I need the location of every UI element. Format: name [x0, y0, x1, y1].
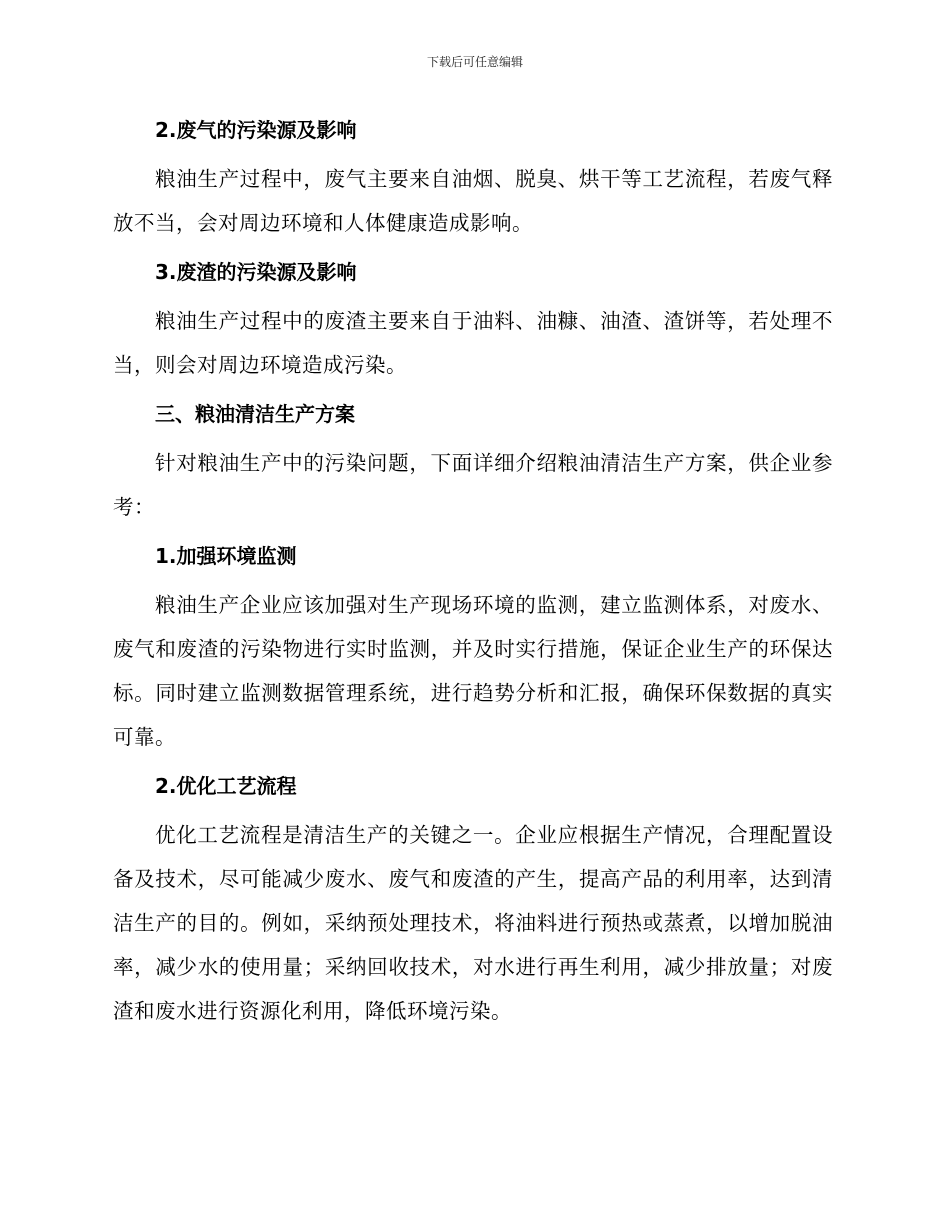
- section-heading-exhaust-gas: 2.废气的污染源及影响: [155, 118, 357, 142]
- section-heading-environment-monitoring: 1.加强环境监测: [155, 544, 297, 568]
- section-heading-process-optimization: 2.优化工艺流程: [155, 774, 297, 798]
- page-header: 下载后可任意编辑: [426, 55, 523, 69]
- section-paragraph-process-optimization: 优化工艺流程是清洁生产的关键之一。企业应根据生产情况，合理配置设备及技术，尽可能减少废水、废气和废渣的产生，提高产品的利用率，达到清洁生产的目的。例如，采纳预处理技术，将油料进行预热或蒸煮，以增加脱油率，减少水的使用量；采纳回收技术，对水进行再生利用，减少排放量；对废渣和废水进行资源化利用，降低环境污染。: [113, 823, 833, 1023]
- section-heading-waste-residue: 3.废渣的污染源及影响: [155, 260, 357, 284]
- document-body: [113, 113, 833, 1033]
- section-paragraph-clean-production-plan: 针对粮油生产中的污染问题，下面详细介绍粮油清洁生产方案，供企业参考：: [113, 451, 833, 519]
- section-paragraph-exhaust-gas: 粮油生产过程中，废气主要来自油烟、脱臭、烘干等工艺流程，若废气释放不当，会对周边环境和人体健康造成影响。: [113, 167, 833, 235]
- section-heading-clean-production-plan: 三、粮油清洁生产方案: [155, 402, 355, 426]
- section-paragraph-environment-monitoring: 粮油生产企业应该加强对生产现场环境的监测，建立监测体系，对废水、废气和废渣的污染物进行实时监测，并及时实行措施，保证企业生产的环保达标。同时建立监测数据管理系统，进行趋势分析和汇报，确保环保数据的真实可靠。: [113, 593, 833, 749]
- section-paragraph-waste-residue: 粮油生产过程中的废渣主要来自于油料、油糠、油渣、渣饼等，若处理不当，则会对周边环境造成污染。: [113, 309, 833, 377]
